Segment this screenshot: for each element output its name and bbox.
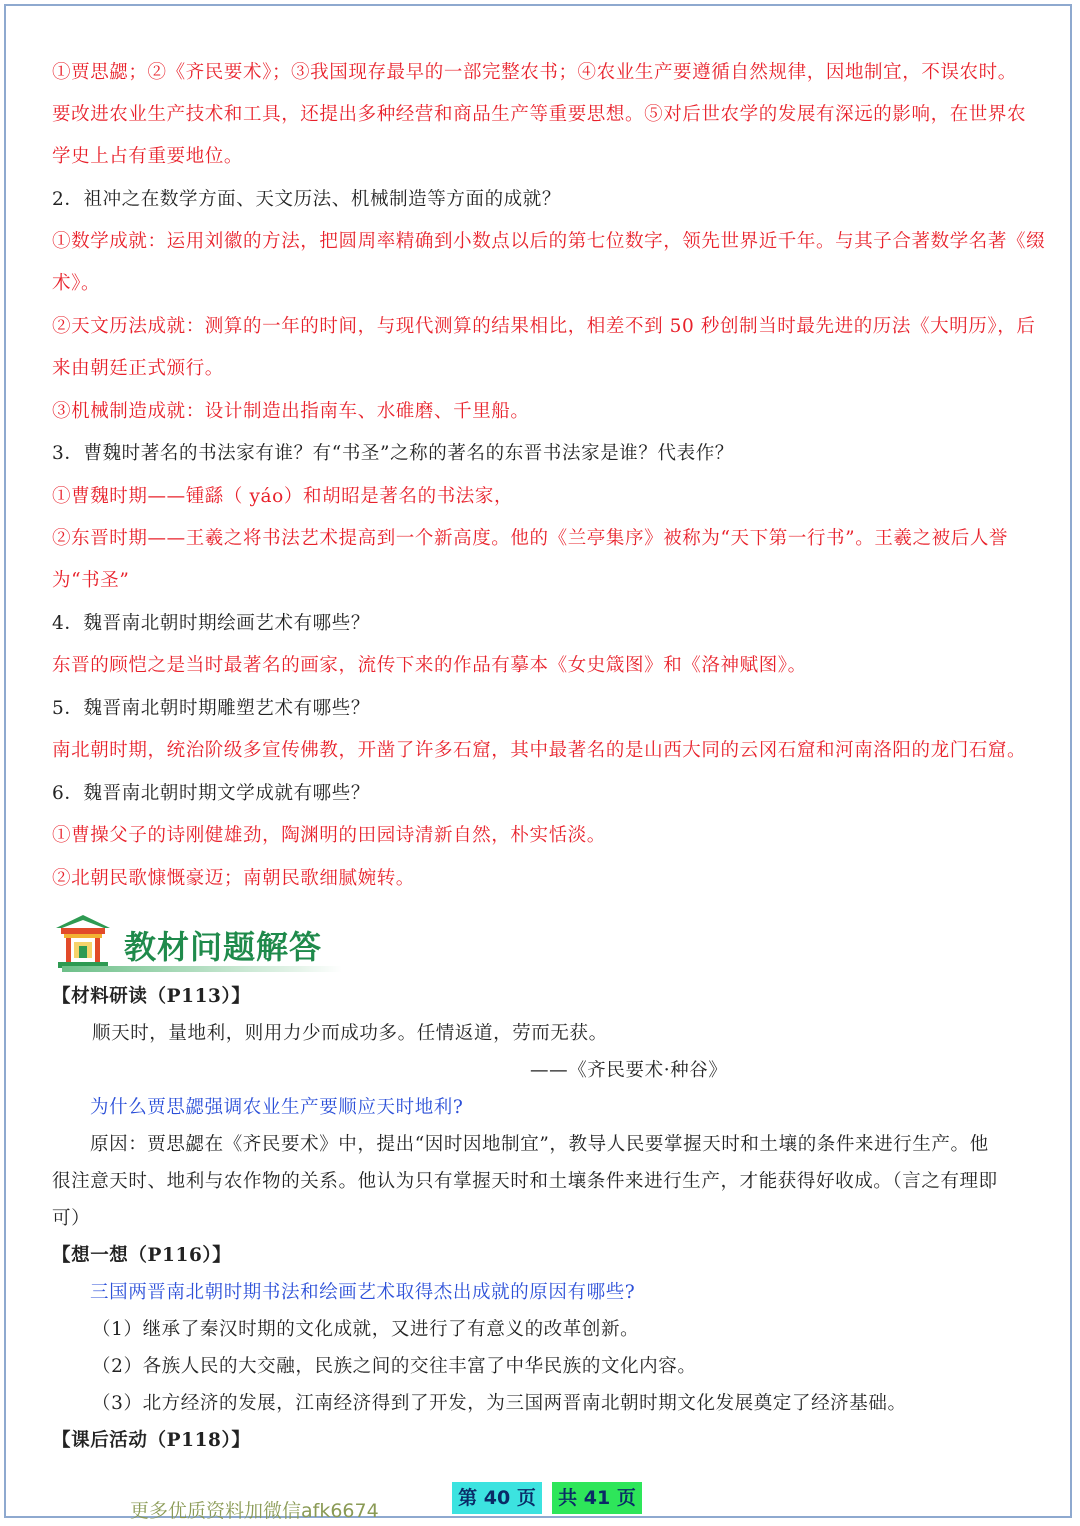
section-label: 【材料研读（P113）】 [52, 986, 251, 1007]
prompt-question: 三国两晋南北朝时期书法和绘画艺术取得杰出成就的原因有哪些? [90, 1282, 636, 1303]
heading-title: 教材问题解答 [124, 928, 323, 966]
answer-line: ③机械制造成就：设计制造出指南车、水碓磨、千里船。 [52, 401, 530, 422]
answer-line: 南北朝时期，统治阶级多宣传佛教，开凿了许多石窟，其中最著名的是山西大同的云冈石窟和河南洛阳的龙门石窟。 [52, 740, 1027, 761]
section-heading [52, 912, 342, 972]
quote-source: ——《齐民要术·种谷》 [530, 1060, 728, 1081]
answer-line: ②北朝民歌慷慨豪迈；南朝民歌细腻婉转。 [52, 868, 415, 889]
answer-line: ②天文历法成就：测算的一年的时间，与现代测算的结果相比，相差不到 50 秒创制当时最先进的历法《大明历》，后 [52, 316, 1036, 337]
answer-line: ①数学成就：运用刘徽的方法，把圆周率精确到小数点以后的第七位数字，领先世界近千年。与其子合著数学名著《缀 [52, 231, 1046, 252]
section-label: 【想一想（P116）】 [52, 1245, 232, 1266]
answer-paragraph-line: 很注意天时、地利与农作物的关系。他认为只有掌握天时和土壤条件来进行生产，才能获得好收成。（言之有理即 [52, 1171, 998, 1192]
answer-line: ①贾思勰；②《齐民要术》；③我国现存最早的一部完整农书；④农业生产要遵循自然规律，因地制宜，不误农时。 [52, 62, 1017, 83]
pavilion-icon [52, 912, 114, 970]
question-line: 5．魏晋南北朝时期雕塑艺术有哪些？ [52, 698, 370, 719]
question-line: 6．魏晋南北朝时期文学成就有哪些？ [52, 783, 370, 804]
answer-line: ②东晋时期——王羲之将书法艺术提高到一个新高度。他的《兰亭集序》被称为“天下第一行书”。王羲之被后人誉 [52, 528, 1009, 549]
answer-line: 为“书圣” [52, 570, 130, 591]
page-number-total: 共 41 页 [552, 1482, 642, 1514]
page-number-current: 第 40 页 [452, 1482, 542, 1514]
answer-line: 要改进农业生产技术和工具，还提出多种经营和商品生产等重要思想。⑤对后世农学的发展有深远的影响，在世界农 [52, 104, 1027, 125]
footer-watermark: 更多优质资料加微信afk6674 [130, 1500, 379, 1522]
question-line: 4．魏晋南北朝时期绘画艺术有哪些？ [52, 613, 370, 634]
answer-line: 东晋的顾恺之是当时最著名的画家，流传下来的作品有摹本《女史箴图》和《洛神赋图》。 [52, 655, 807, 676]
answer-paragraph-line: 可） [52, 1208, 91, 1229]
section-label: 【课后活动（P118）】 [52, 1430, 251, 1451]
quote-text: 顺天时，量地利，则用力少而成功多。任情返道，劳而无获。 [92, 1023, 608, 1044]
question-line: 3．曹魏时著名的书法家有谁？有“书圣”之称的著名的东晋书法家是谁？代表作？ [52, 443, 734, 464]
answer-line: ①曹操父子的诗刚健雄劲，陶渊明的田园诗清新自然，朴实恬淡。 [52, 825, 606, 846]
heading-underline [62, 966, 342, 972]
answer-line: ①曹魏时期——锺繇（ yáo）和胡昭是著名的书法家， [52, 486, 514, 507]
list-item: （2）各族人民的大交融，民族之间的交往丰富了中华民族的文化内容。 [92, 1356, 697, 1377]
answer-line: 来由朝廷正式颁行。 [52, 358, 224, 379]
answer-line: 术》。 [52, 273, 101, 294]
answer-paragraph-line: 原因：贾思勰在《齐民要术》中，提出“因时因地制宜”，教导人民要掌握天时和土壤的条件来进行生产。他 [90, 1134, 989, 1155]
list-item: （1）继承了秦汉时期的文化成就，又进行了有意义的改革创新。 [92, 1319, 640, 1340]
answer-line: 学史上占有重要地位。 [52, 146, 244, 167]
list-item: （3）北方经济的发展，江南经济得到了开发，为三国两晋南北朝时期文化发展奠定了经济基础。 [92, 1393, 907, 1414]
question-line: 2．祖冲之在数学方面、天文历法、机械制造等方面的成就？ [52, 189, 561, 210]
prompt-question: 为什么贾思勰强调农业生产要顺应天时地利? [90, 1097, 464, 1118]
